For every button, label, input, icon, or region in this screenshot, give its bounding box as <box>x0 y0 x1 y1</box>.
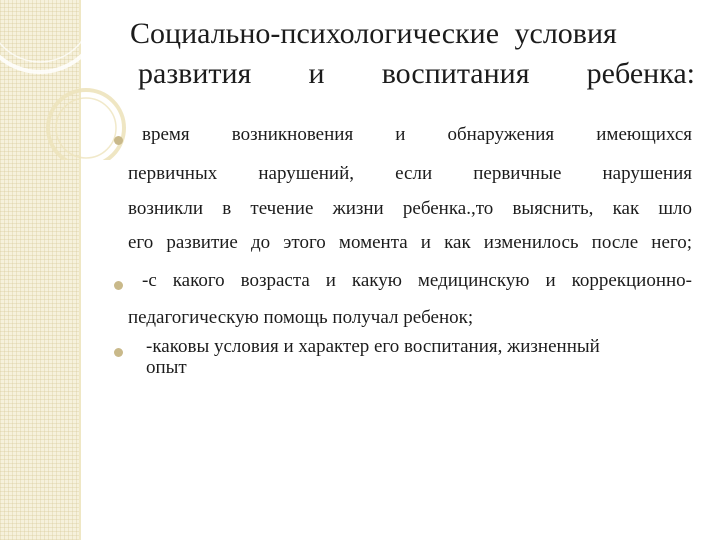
item-1-line-1: время возникновения и обнаружения имеющихся <box>142 124 692 145</box>
item-1-line-2: первичных нарушений, если первичные нарушения <box>128 163 692 184</box>
slide-title <box>130 14 695 94</box>
title-line-1: Социально-психологические условия <box>130 17 617 50</box>
bullet-icon <box>114 281 123 290</box>
item-1-line-4: его развитие до этого момента и как изменилось после него; <box>128 232 692 253</box>
item-1-line-3: возникли в течение жизни ребенка.,то выяснить, как шло <box>128 198 692 219</box>
bullet-icon <box>114 348 123 357</box>
item-3-line-2: опыт <box>146 357 187 378</box>
item-3-line-1: -каковы условия и характер его воспитания, жизненный <box>146 336 600 357</box>
item-2-line-2: педагогическую помощь получал ребенок; <box>128 307 474 328</box>
title-line-2: развития и воспитания ребенка: <box>138 57 695 90</box>
item-2-line-1: -с какого возраста и какую медицинскую и коррекционно- <box>142 270 692 291</box>
bullet-icon <box>114 136 123 145</box>
